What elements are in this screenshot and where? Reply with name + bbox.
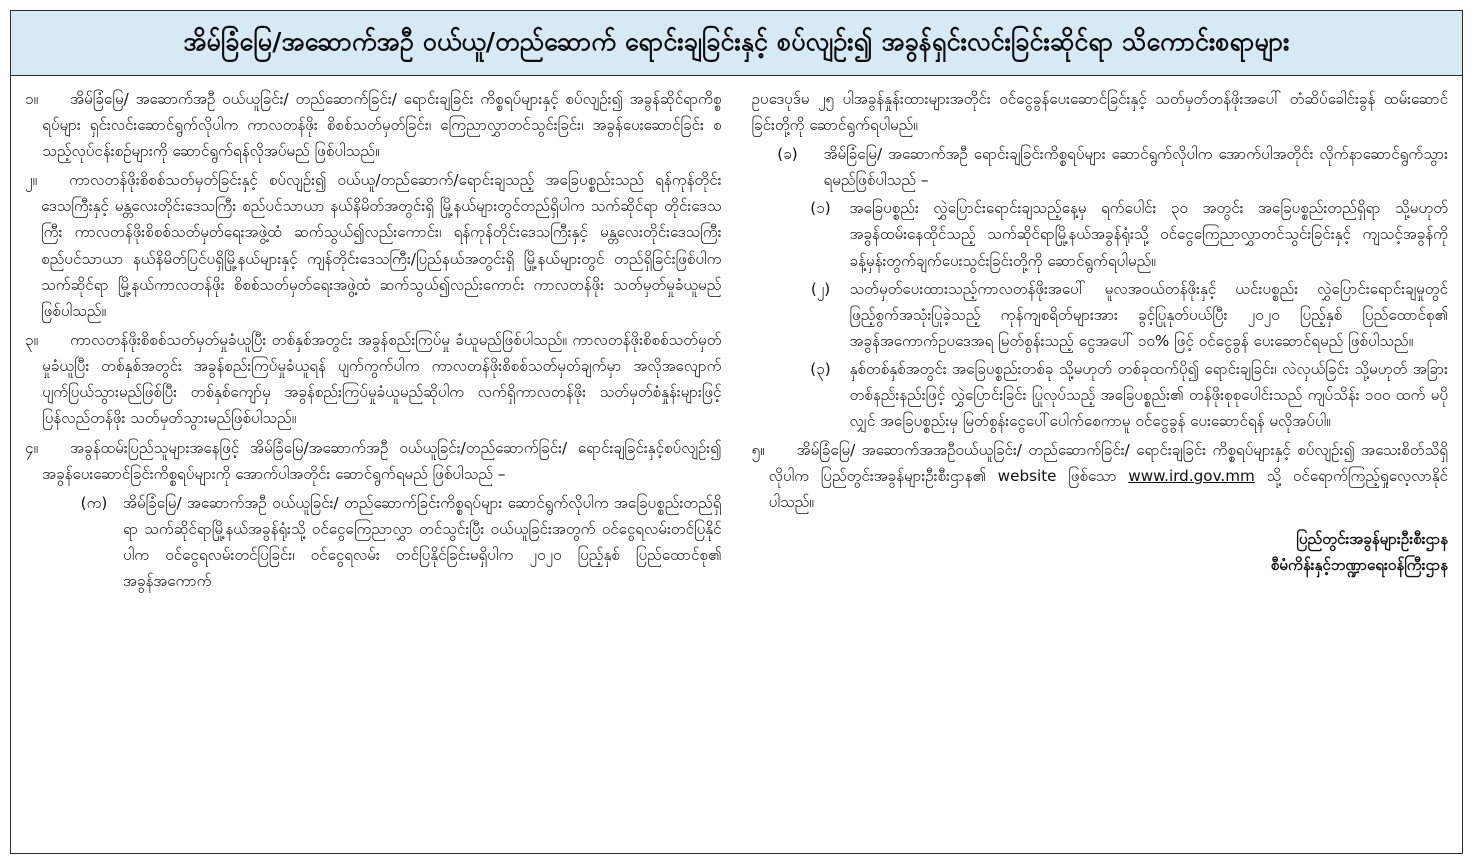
header-banner bbox=[11, 11, 1462, 76]
sub-item-2-label: (၂) bbox=[810, 279, 831, 298]
paragraph-3-number: ၃။ bbox=[25, 331, 39, 350]
ird-website-link[interactable]: www.ird.gov.mm bbox=[1128, 466, 1255, 485]
paragraph-5 bbox=[752, 437, 1449, 515]
sub-item-2-text: သတ်မှတ်ပေးထားသည့်ကာလတန်ဖိုးအပေါ် မူလအဝယ်တန်ဖိုးနှင့် ယင်းပစ္စည်း လွှဲပြောင်းရောင်းချမှုတွင် ဖြည့်စွက်အသုံးပြုခဲ့သည့် ကုန်ကျစရိတ်များအား ခွင့်ပြုနုတ်ပယ်ပြီး ၂၀၂၀ ပြည့်နှစ် ပြည်ထောင်စု၏ အခွန်အကောက်ဥပဒေအရ မြတ်စွန်းသည့် ငွေအပေါ် ၁၀% ဖြင့် ဝင်ငွေခွန် ပေးဆောင်ရမည် ဖြစ်ပါသည်။ bbox=[849, 279, 1448, 351]
closing-text-after-link: သို့ ဝင်ရောက်ကြည့်ရှုလေ့လာနိုင်ပါသည်။ bbox=[768, 466, 1448, 511]
paragraph-2-number: ၂။ bbox=[25, 171, 38, 190]
paragraph-1 bbox=[25, 86, 722, 164]
paragraph-5-number: ၅။ bbox=[751, 440, 765, 459]
sub-item-3-text: နှစ်တစ်နှစ်အတွင်း အခြေပစ္စည်းတစ်ခု သို့မဟုတ် တစ်ခုထက်ပို၍ ရောင်းချခြင်း၊ လဲလှယ်ခြင်း သို့မဟုတ် အခြားတစ်နည်းနည်းဖြင့် လွှဲပြောင်းခြင်း ပြုလုပ်သည့် အခြေပစ္စည်း၏ တန်ဖိုးစုစုပေါင်းသည် ကျပ်သိန်း ၁၀၀ ထက် မပိုလျှင် အခြေပစ္စည်းမှ မြတ်စွန်းငွေပေါ်ပေါက်စေကာမူ ဝင်ငွေခွန် ပေးဆောင်ရန် မလိုအပ်ပါ။ bbox=[849, 360, 1448, 431]
right-column bbox=[746, 86, 1455, 847]
sub-item-ka-text: အိမ်ခြံမြေ/ အဆောက်အဦ ဝယ်ယူခြင်း/ တည်ဆောက်ခြင်းကိစ္စရပ်များ ဆောင်ရွက်လိုပါက အခြေပစ္စည်းတည်ရှိရာ သက်ဆိုင်ရာမြို့နယ်အခွန်ရုံးသို့ ဝင်ငွေကြေညာလွှာ တင်သွင်းပြီး ဝယ်ယူခြင်းအတွက် ဝင်ငွေရလမ်းတင်ပြနိုင်ပါက ဝင်ငွေရလမ်းတင်ပြခြင်း၊ ဝင်ငွေရလမ်း တင်ပြနိုင်ခြင်းမရှိပါက ၂၀၂၀ ပြည့်နှစ် ပြည်ထောင်စု၏ အခွန်အကောက် bbox=[123, 493, 722, 591]
sub-item-ka-label: (က) bbox=[80, 493, 108, 512]
left-column bbox=[19, 86, 728, 847]
paragraph-1-number: ၁။ bbox=[25, 89, 39, 108]
closing-text-before-link: အိမ်ခြံမြေ/ အဆောက်အအဦဝယ်ယူခြင်း/ တည်ဆောက်ခြင်း/ ရောင်းချခြင်း ကိစ္စရပ်များနှင့် စပ်လျဉ်း၍ အသေးစိတ်သိရှိလိုပါက ပြည်တွင်းအခွန်များဦးစီးဌာန၏ website ဖြစ်သော bbox=[768, 440, 1448, 485]
paragraph-4 bbox=[25, 435, 722, 487]
continuation-paragraph bbox=[752, 86, 1449, 138]
paragraph-2-text: ကာလတန်ဖိုးစိစစ်သတ်မှတ်ခြင်းနှင့် စပ်လျဉ်း၍ ဝယ်ယူ/တည်ဆောက်/ရောင်းချသည့် အခြေပစ္စည်းသည် ရန်ကုန်တိုင်းဒေသကြီးနှင့် မန္တလေးတိုင်းဒေသကြီး စည်ပင်သာယာ နယ်နိမိတ်အတွင်းရှိ မြို့နယ်များတွင်တည်ရှိပါက သက်ဆိုင်ရာ တိုင်းဒေသကြီး ကာလတန်ဖိုးစိစစ်သတ်မှတ်ရေးအဖွဲ့ထံ ဆက်သွယ်၍လည်းကောင်း၊ ရန်ကုန်တိုင်းဒေသကြီးနှင့် မန္တလေးတိုင်းဒေသကြီး စည်ပင်သာယာ နယ်နိမိတ်ပြင်ပရှိမြို့နယ်များနှင့် ကျန်တိုင်းဒေသကြီး/ပြည်နယ်အတွင်းရှိ မြို့နယ်များတွင် တည်ရှိခြင်းဖြစ်ပါက သက်ဆိုင်ရာ မြို့နယ်ကာလတန်ဖိုး စိစစ်သတ်မှတ်ရေးအဖွဲ့ထံ ဆက်သွယ်၍လည်းကောင်း ကာလတန်ဖိုး သတ်မှတ်မှုခံယူမည် ဖြစ်ပါသည်။ bbox=[41, 171, 722, 320]
sub-item-3 bbox=[752, 356, 1449, 434]
sub-item-1-text: အခြေပစ္စည်း လွှဲပြောင်းရောင်းချသည့်နေ့မှ ရက်ပေါင်း ၃၀ အတွင်း အခြေပစ္စည်းတည်ရှိရာ သို့မဟုတ် အခွန်ထမ်းနေထိုင်သည့် သက်ဆိုင်ရာမြို့နယ်အခွန်ရုံးသို့ ဝင်ငွေကြေညာလွှာတင်သွင်းခြင်းနှင့် ကျသင့်အခွန်ကို ခန့်မှန်းတွက်ချက်ပေးသွင်းခြင်းတို့ကို ဆောင်ရွက်ရပါမည်။ bbox=[849, 199, 1448, 270]
sub-item-1 bbox=[752, 195, 1449, 273]
document-frame bbox=[10, 10, 1463, 854]
signoff-block bbox=[752, 527, 1449, 579]
signoff-ministry: စီမံကိန်းနှင့်ဘဏ္ဍာရေးဝန်ကြီးဌာန bbox=[1270, 555, 1448, 574]
sub-item-ka bbox=[25, 490, 722, 595]
page-title: အိမ်ခြံမြေ/အဆောက်အဦ ဝယ်ယူ/တည်ဆောက် ရောင်းချခြင်းနှင့် စပ်လျဉ်း၍ အခွန်ရှင်းလင်းခြင်းဆိုင်ရာ သိကောင်းစရာများ bbox=[183, 27, 1290, 56]
sub-item-1-label: (၁) bbox=[810, 199, 831, 218]
continuation-text: ဥပဒေပုဒ်မ ၂၅ ပါအခွန်နှုန်းထားများအတိုင်း ဝင်ငွေခွန်ပေးဆောင်ခြင်းနှင့် သတ်မှတ်တန်ဖိုးအပေါ် တံဆိပ်ခေါင်းခွန် ထမ်းဆောင်ခြင်းတို့ကို ဆောင်ရွက်ရပါမည်။ bbox=[751, 89, 1448, 134]
paragraph-2 bbox=[25, 167, 722, 324]
body-columns bbox=[11, 76, 1462, 853]
paragraph-3-text: ကာလတန်ဖိုးစိစစ်သတ်မှတ်မှုခံယူပြီး တစ်နှစ်အတွင်း အခွန်စည်းကြပ်မှု ခံယူမည်ဖြစ်ပါသည်။ ကာလတန်ဖိုးစိစစ်သတ်မှတ်မှုခံယူပြီး တစ်နှစ်အတွင်း အခွန်စည်းကြပ်မှုခံယူရန် ပျက်ကွက်ပါက ကာလတန်ဖိုးစိစစ်သတ်မှတ်ချက်မှာ အလိုအလျောက် ပျက်ပြယ်သွားမည်ဖြစ်ပြီး တစ်နှစ်ကျော်မှ အခွန်စည်းကြပ်မှုခံယူမည်ဆိုပါက လက်ရှိကာလတန်ဖိုး သတ်မှတ်စံနှုန်းများဖြင့် ပြန်လည်တန်ဖိုး သတ်မှတ်သွားမည်ဖြစ်ပါသည်။ bbox=[42, 331, 722, 428]
signoff-department: ပြည်တွင်းအခွန်များဦးစီးဌာန bbox=[1296, 530, 1448, 548]
sub-item-kha bbox=[752, 141, 1449, 193]
paragraph-4-number: ၄။ bbox=[25, 438, 39, 457]
paragraph-4-text: အခွန်ထမ်းပြည်သူများအနေဖြင့် အိမ်ခြံမြေ/အဆောက်အဦ ဝယ်ယူခြင်း/တည်ဆောက်ခြင်း/ ရောင်းချခြင်းနှင့်စပ်လျဉ်း၍ အခွန်ပေးဆောင်ခြင်းကိစ္စရပ်များကို အောက်ပါအတိုင်း ဆောင်ရွက်ရမည် ဖြစ်ပါသည် – bbox=[42, 438, 722, 483]
paragraph-3 bbox=[25, 327, 722, 432]
sub-item-3-label: (၃) bbox=[810, 360, 831, 379]
sub-item-kha-text: အိမ်ခြံမြေ/ အဆောက်အဦ ရောင်းချခြင်းကိစ္စရပ်များ ဆောင်ရွက်လိုပါက အောက်ပါအတိုင်း လိုက်နာဆောင်ရွက်သွားရမည်ဖြစ်ပါသည် – bbox=[823, 145, 1448, 190]
sub-item-kha-label: (ခ) bbox=[777, 145, 798, 164]
sub-item-2 bbox=[752, 276, 1449, 354]
paragraph-1-text: အိမ်ခြံမြေ/ အဆောက်အဦ ဝယ်ယူခြင်း/ တည်ဆောက်ခြင်း/ ရောင်းချခြင်း ကိစ္စရပ်များနှင့် စပ်လျဉ်း၍ အခွန်ဆိုင်ရာကိစ္စရပ်များ ရှင်းလင်းဆောင်ရွက်လိုပါက ကာလတန်ဖိုး စိစစ်သတ်မှတ်ခြင်း၊ ကြေညာလွှာတင်သွင်းခြင်း၊ အခွန်ပေးဆောင်ခြင်း စသည့်လုပ်ငန်းစဉ်များကို ဆောင်ရွက်ရန်လိုအပ်မည် ဖြစ်ပါသည်။ bbox=[42, 89, 722, 161]
paragraph-5-text bbox=[769, 437, 1448, 515]
